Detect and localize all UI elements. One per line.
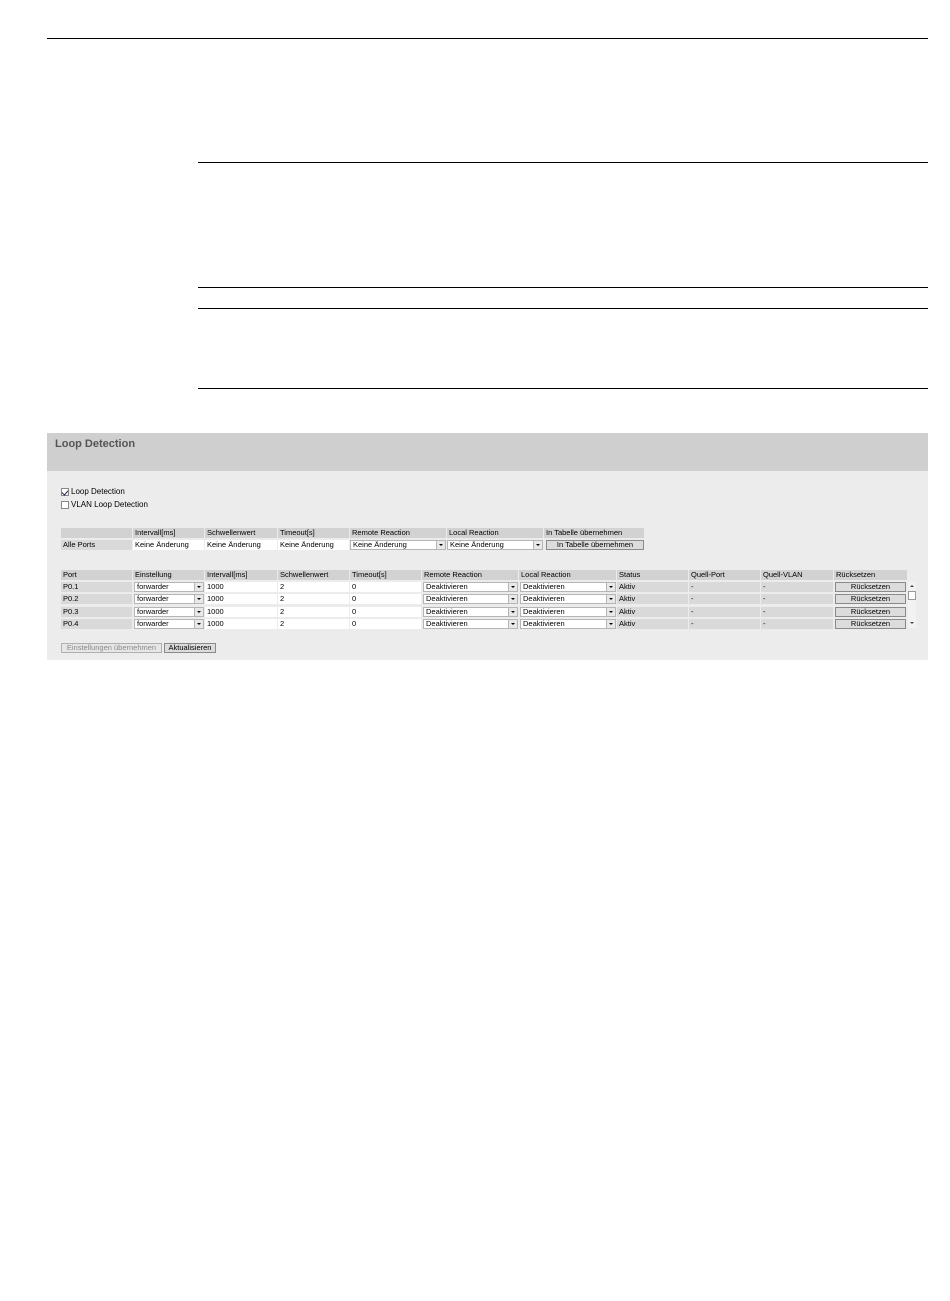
source-vlan-text: - xyxy=(761,619,833,629)
all-ports-threshold-input[interactable]: Keine Änderung xyxy=(205,540,277,550)
local-reaction-select-value: Deaktivieren xyxy=(523,606,565,616)
ports-table-scrollbar[interactable] xyxy=(908,582,916,628)
all-ports-remote-reaction-select[interactable] xyxy=(350,540,446,550)
scroll-up-icon[interactable] xyxy=(910,585,914,587)
einstellung-select[interactable] xyxy=(134,607,204,617)
all-ports-remote-reaction-select-value: Keine Änderung xyxy=(353,540,407,549)
apply-settings-button[interactable]: Einstellungen übernehmen xyxy=(61,643,162,653)
all-ports-header-interval: Intervall[ms] xyxy=(133,528,204,538)
status-text: Aktiv xyxy=(617,594,688,604)
remote-reaction-select-value: Deaktivieren xyxy=(426,582,468,591)
chevron-down-icon[interactable] xyxy=(194,608,203,616)
timeout-input[interactable]: 0 xyxy=(350,582,421,592)
all-ports-header-timeout: Timeout[s] xyxy=(278,528,349,538)
source-port-text: - xyxy=(689,607,760,617)
ports-header-port: Port xyxy=(61,570,132,580)
local-reaction-select-value: Deaktivieren xyxy=(523,618,565,628)
einstellung-select-value: forwarder xyxy=(137,594,169,604)
section-rule-2 xyxy=(198,287,928,288)
port-name: P0.2 xyxy=(61,594,132,604)
chevron-down-icon[interactable] xyxy=(606,583,615,591)
panel-header xyxy=(47,433,928,471)
chevron-down-icon[interactable] xyxy=(194,583,203,591)
status-text: Aktiv xyxy=(617,619,688,629)
chevron-down-icon[interactable] xyxy=(533,541,542,549)
chevron-down-icon[interactable] xyxy=(606,595,615,603)
interval-input[interactable]: 1000 xyxy=(205,582,277,592)
all-ports-local-reaction-select[interactable] xyxy=(447,540,543,550)
ports-header-timeout: Timeout[s] xyxy=(350,570,421,580)
page-title: Loop Detection xyxy=(55,438,136,450)
local-reaction-select[interactable] xyxy=(520,594,616,604)
einstellung-select-value: forwarder xyxy=(137,606,169,616)
remote-reaction-select[interactable] xyxy=(423,582,518,592)
einstellung-select-value: forwarder xyxy=(137,582,169,591)
port-name: P0.3 xyxy=(61,607,132,617)
section-rule-3 xyxy=(198,308,928,309)
loop-detection-checkbox[interactable] xyxy=(61,488,69,496)
ports-header-status: Status xyxy=(617,570,688,580)
scroll-thumb[interactable] xyxy=(908,591,916,600)
vlan-loop-detection-checkbox[interactable] xyxy=(61,501,69,509)
status-text: Aktiv xyxy=(617,607,688,617)
ports-header-interval: Intervall[ms] xyxy=(205,570,277,580)
section-rule-4 xyxy=(198,388,928,389)
remote-reaction-select-value: Deaktivieren xyxy=(426,594,468,604)
source-vlan-text: - xyxy=(761,594,833,604)
source-port-text: - xyxy=(689,619,760,629)
local-reaction-select-value: Deaktivieren xyxy=(523,594,565,604)
loop-detection-option[interactable] xyxy=(61,486,125,497)
ports-header-reset: Rücksetzen xyxy=(834,570,907,580)
chevron-down-icon[interactable] xyxy=(194,620,203,628)
all-ports-timeout-input[interactable]: Keine Änderung xyxy=(278,540,349,550)
source-port-text: - xyxy=(689,582,760,592)
chevron-down-icon[interactable] xyxy=(606,620,615,628)
top-rule xyxy=(47,38,928,39)
all-ports-interval-input[interactable]: Keine Änderung xyxy=(133,540,204,550)
ports-header-local-reaction: Local Reaction xyxy=(519,570,616,580)
chevron-down-icon[interactable] xyxy=(606,608,615,616)
chevron-down-icon[interactable] xyxy=(436,541,445,549)
chevron-down-icon[interactable] xyxy=(508,595,517,603)
threshold-input[interactable]: 2 xyxy=(278,619,349,629)
timeout-input[interactable]: 0 xyxy=(350,607,421,617)
interval-input[interactable]: 1000 xyxy=(205,594,277,604)
source-port-text: - xyxy=(689,594,760,604)
all-ports-header-blank xyxy=(61,528,132,538)
timeout-input[interactable]: 0 xyxy=(350,619,421,629)
all-ports-header-remote-reaction: Remote Reaction xyxy=(350,528,446,538)
remote-reaction-select[interactable] xyxy=(423,594,518,604)
refresh-button[interactable]: Aktualisieren xyxy=(164,643,216,653)
reset-button[interactable]: Rücksetzen xyxy=(835,594,906,604)
remote-reaction-select[interactable] xyxy=(423,607,518,617)
chevron-down-icon[interactable] xyxy=(194,595,203,603)
all-ports-header-local-reaction: Local Reaction xyxy=(447,528,543,538)
ports-header-remote-reaction: Remote Reaction xyxy=(422,570,518,580)
ports-header-source-vlan: Quell-VLAN xyxy=(761,570,833,580)
reset-button[interactable]: Rücksetzen xyxy=(835,619,906,629)
reset-button[interactable]: Rücksetzen xyxy=(835,607,906,617)
interval-input[interactable]: 1000 xyxy=(205,607,277,617)
einstellung-select[interactable] xyxy=(134,582,204,592)
source-vlan-text: - xyxy=(761,607,833,617)
einstellung-select-value: forwarder xyxy=(137,618,169,628)
remote-reaction-select[interactable] xyxy=(423,619,518,629)
all-ports-header-apply: In Tabelle übernehmen xyxy=(544,528,644,538)
chevron-down-icon[interactable] xyxy=(508,608,517,616)
chevron-down-icon[interactable] xyxy=(508,583,517,591)
all-ports-header-threshold: Schwellenwert xyxy=(205,528,277,538)
local-reaction-select[interactable] xyxy=(520,619,616,629)
threshold-input[interactable]: 2 xyxy=(278,607,349,617)
port-name: P0.1 xyxy=(61,582,132,592)
interval-input[interactable]: 1000 xyxy=(205,619,277,629)
all-ports-row-label: Alle Ports xyxy=(61,540,132,550)
ports-header-einstellung: Einstellung xyxy=(133,570,204,580)
status-text: Aktiv xyxy=(617,582,688,592)
ports-header-source-port: Quell-Port xyxy=(689,570,760,580)
port-name: P0.4 xyxy=(61,619,132,629)
loop-detection-label: Loop Detection xyxy=(71,487,125,496)
local-reaction-select-value: Deaktivieren xyxy=(523,582,565,591)
chevron-down-icon[interactable] xyxy=(508,620,517,628)
einstellung-select[interactable] xyxy=(134,594,204,604)
local-reaction-select[interactable] xyxy=(520,607,616,617)
apply-to-table-button[interactable]: In Tabelle übernehmen xyxy=(546,540,644,550)
local-reaction-select[interactable] xyxy=(520,582,616,592)
threshold-input[interactable]: 2 xyxy=(278,582,349,592)
remote-reaction-select-value: Deaktivieren xyxy=(426,618,468,628)
source-vlan-text: - xyxy=(761,582,833,592)
remote-reaction-select-value: Deaktivieren xyxy=(426,606,468,616)
threshold-input[interactable]: 2 xyxy=(278,594,349,604)
einstellung-select[interactable] xyxy=(134,619,204,629)
all-ports-local-reaction-select-value: Keine Änderung xyxy=(450,540,504,549)
vlan-loop-detection-label: VLAN Loop Detection xyxy=(71,500,148,509)
ports-header-threshold: Schwellenwert xyxy=(278,570,349,580)
scroll-down-icon[interactable] xyxy=(910,622,914,624)
section-rule-1 xyxy=(198,162,928,163)
timeout-input[interactable]: 0 xyxy=(350,594,421,604)
reset-button[interactable]: Rücksetzen xyxy=(835,582,906,592)
vlan-loop-detection-option[interactable] xyxy=(61,499,148,510)
loop-detection-panel xyxy=(47,433,928,660)
